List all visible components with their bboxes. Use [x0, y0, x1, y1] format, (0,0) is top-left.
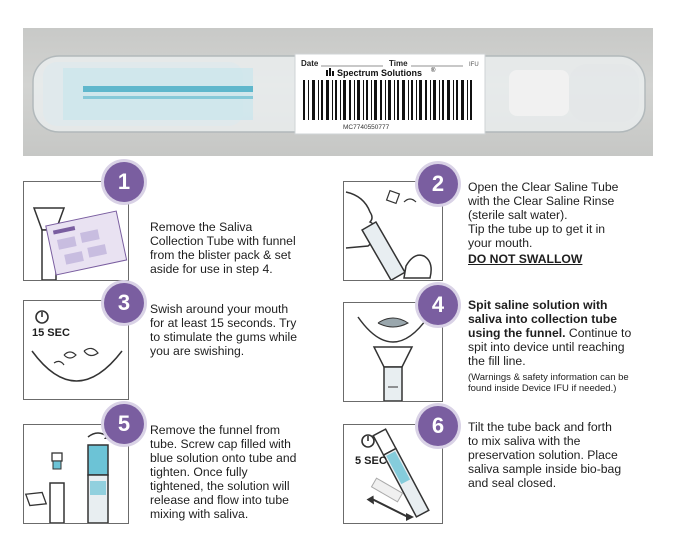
- step-1-badge: 1: [104, 162, 144, 202]
- step-3-badge: 3: [104, 283, 144, 323]
- step-3-timer: 15 SEC: [32, 327, 70, 339]
- brand-registered: ®: [431, 68, 436, 74]
- step-6-timer: 5 SEC: [355, 455, 387, 467]
- brand-name: Spectrum Solutions: [337, 68, 423, 78]
- label-time: Time: [389, 59, 408, 68]
- step-4-badge: 4: [418, 285, 458, 325]
- step-2-badge: 2: [418, 164, 458, 204]
- product-photo: [23, 28, 653, 156]
- cap-ribs: [43, 62, 253, 126]
- serial-number: MC7740550777: [343, 124, 390, 131]
- do-not-swallow-warning: DO NOT SWALLOW: [468, 252, 583, 266]
- step-5-text: Remove the funnel from tube. Screw cap filled with blue solution onto tube and tighten. Once fully tightened, the solution will release and flow into tube mixing with saliva.: [150, 423, 297, 521]
- step-4-text: Spit saline solution with saliva into collection tube using the funnel. Continue to spit into device until reaching the fill line. (Warnings & safety information can be found inside Device IFU if needed.): [468, 298, 632, 394]
- step-3-text: Swish around your mouth for at least 15 seconds. Try to stimulate the gums while you are swishing.: [150, 302, 297, 358]
- label-date: Date: [301, 59, 319, 68]
- step-2-text: Open the Clear Saline Tube with the Clear Saline Rinse (sterile salt water). Tip the tube up to get it in your mouth. DO NOT SWALLOW: [468, 180, 668, 266]
- label-extra: IFU: [469, 62, 479, 68]
- step-5-badge: 5: [104, 404, 144, 444]
- step-6-badge: 6: [418, 406, 458, 446]
- step-1-text: Remove the Saliva Collection Tube with funnel from the blister pack & set aside for use in step 4.: [150, 220, 296, 276]
- step-6-text: Tilt the tube back and forth to mix saliva with the preservation solution. Place saliva sample inside bio-bag and seal closed.: [468, 420, 622, 490]
